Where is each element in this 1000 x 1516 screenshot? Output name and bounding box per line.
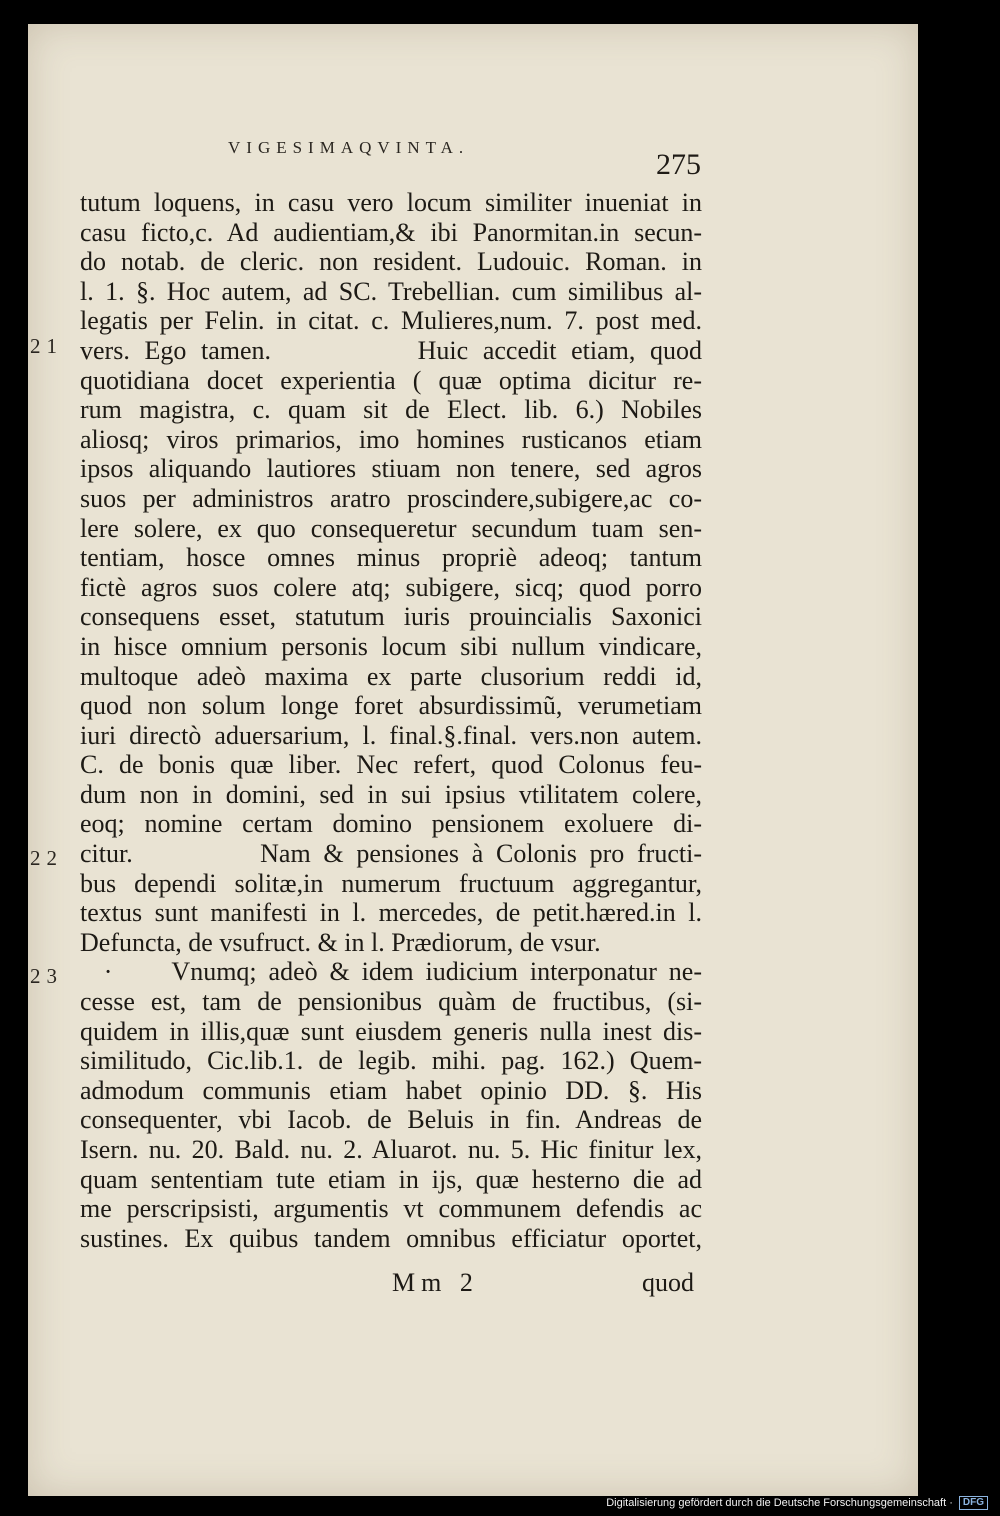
text-line: quod non solum longe foret absurdissimũ, verumetiam <box>80 691 702 721</box>
signature-mark: Mm 2 <box>392 1268 479 1297</box>
text-line: aliosq; viros primarios, imo homines rusticanos etiam <box>80 424 702 454</box>
text-line: Isern. nu. 20. Bald. nu. 2. Aluarot. nu. 5. Hic finitur lex, <box>80 1135 702 1164</box>
text-line: bus dependi solitæ,in numerum fructuum aggregantur, <box>80 868 702 898</box>
text-line: casu ficto,c. Ad audientiam,& ibi Panormitan.in secun- <box>80 217 702 247</box>
credit-text: Digitalisierung gefördert durch die Deutsche Forschungsgemeinschaft · <box>606 1497 953 1509</box>
text-line: rum magistra, c. quam sit de Elect. lib. 6.) Nobiles <box>80 395 702 425</box>
text-line: · Vnumq; adeò & idem iudicium interponatur ne- <box>80 957 702 987</box>
text-line: tentiam, hosce omnes minus propriè adeoq; tantum <box>80 543 702 573</box>
margin-note-22: 22 <box>30 846 63 870</box>
text-line: quotidiana docet experientia ( quæ optima dicitur re- <box>80 365 702 395</box>
text-line: similitudo, Cic.lib.1. de legib. mihi. pag. 162.) Quem- <box>80 1046 702 1076</box>
margin-note-21: 21 <box>30 334 63 358</box>
text-line: l. 1. §. Hoc autem, ad SC. Trebellian. cum similibus al- <box>80 276 702 306</box>
catchline <box>392 1268 694 1298</box>
text-line: consequenter, vbi Iacob. de Beluis in fin. Andreas de <box>80 1105 702 1135</box>
text-line: tutum loquens, in casu vero locum similiter inueniat in <box>80 188 702 217</box>
text-line: vers. Ego tamen. Huic accedit etiam, quod <box>80 335 702 365</box>
text-line: consequens esset, statutum iuris prouincialis Saxonici <box>80 602 702 632</box>
text-line: quam sententiam tute etiam in ijs, quæ hesterno die ad <box>80 1164 702 1194</box>
text-line: quidem in illis,quæ sunt eiusdem generis nulla inest dis- <box>80 1016 702 1046</box>
text-line: lere solere, ex quo consequeretur secundum tuam sen- <box>80 513 702 543</box>
text-line: suos per administros aratro proscindere,subigere,ac co- <box>80 483 702 513</box>
digitization-credit <box>606 1496 988 1510</box>
text-line: textus sunt manifesti in l. mercedes, de petit.hæred.in l. <box>80 898 702 928</box>
text-line: multoque adeò maxima ex parte clusorium reddi id, <box>80 661 702 691</box>
dfg-logo: DFG <box>959 1496 988 1510</box>
running-title: VIGESIMAQVINTA. <box>228 138 470 157</box>
page-number: 275 <box>656 148 701 181</box>
text-line: iuri directò aduersarium, l. final.§.final. vers.non autem. <box>80 720 702 750</box>
text-line: Defuncta, de vsufruct. & in l. Prædiorum, de vsur. <box>80 927 601 957</box>
text-line: C. de bonis quæ liber. Nec refert, quod Colonus feu- <box>80 750 702 780</box>
text-line: in hisce omnium personis locum sibi nullum vindicare, <box>80 631 702 661</box>
text-line: dum non in domini, sed in sui ipsius vtilitatem colere, <box>80 779 702 809</box>
margin-note-23: 23 <box>30 964 63 988</box>
text-line: ipsos aliquando lautiores stiuam non tenere, sed agros <box>80 454 702 484</box>
text-line: admodum communis etiam habet opinio DD. §. His <box>80 1075 702 1105</box>
text-line: fictè agros suos colere atq; subigere, sicq; quod porro <box>80 572 702 602</box>
text-line: do notab. de cleric. non resident. Ludouic. Roman. in <box>80 247 702 277</box>
text-line: eoq; nomine certam domino pensionem exoluere di- <box>80 809 702 839</box>
text-line: citur. Nam & pensiones à Colonis pro fructi- <box>80 839 702 869</box>
catchword: quod <box>642 1268 694 1297</box>
text-line: me perscripsisti, argumentis vt communem defendis ac <box>80 1194 702 1224</box>
text-line: legatis per Felin. in citat. c. Mulieres,num. 7. post med. <box>80 306 702 336</box>
text-line: cesse est, tam de pensionibus quàm de fructibus, (si- <box>80 987 702 1017</box>
text-line: sustines. Ex quibus tandem omnibus efficiatur oportet, <box>80 1223 702 1253</box>
body-text <box>80 188 702 1253</box>
